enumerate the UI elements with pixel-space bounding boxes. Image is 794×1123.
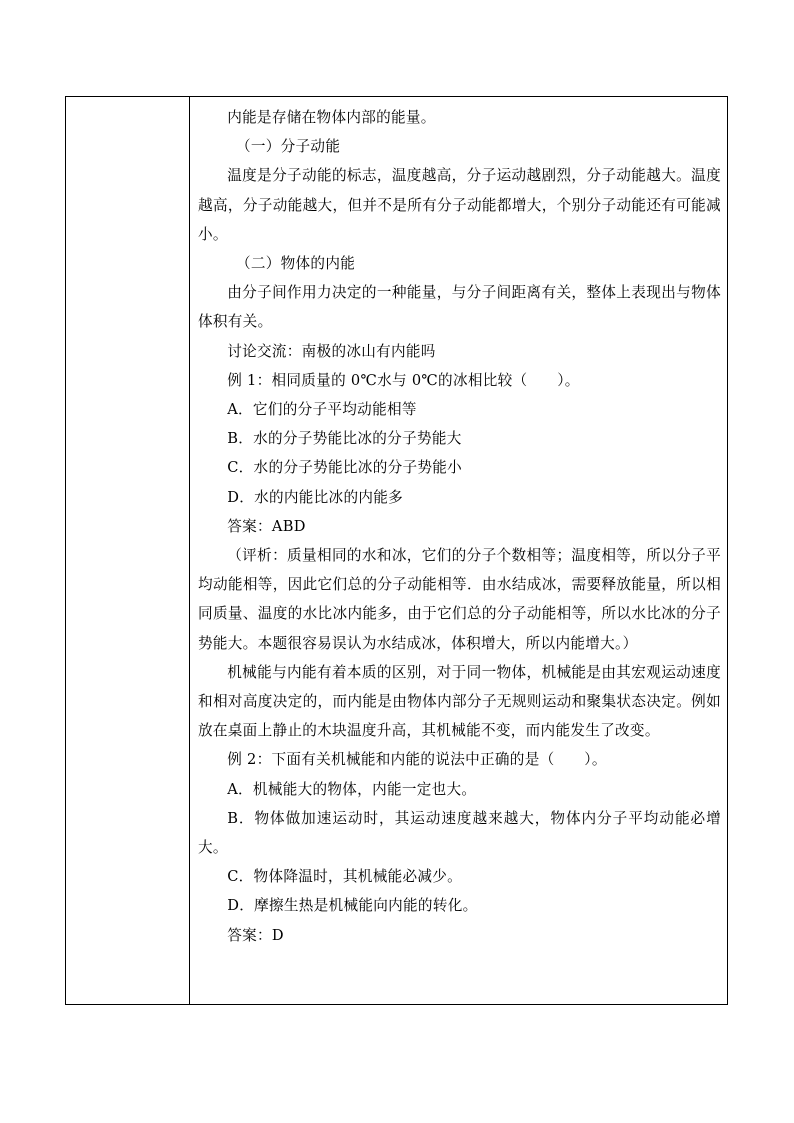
paragraph: 讨论交流：南极的冰山有内能吗 <box>227 342 436 360</box>
option-d: D．水的内能比冰的内能多 <box>227 488 404 506</box>
option-b: B．物体做加速运动时，其运动速度越来越大，物体内分子平均动能必增大。 <box>198 809 721 857</box>
example-question: 例 2：下面有关机械能和内能的说法中正确的是（ ）。 <box>227 751 607 769</box>
option-d: D．摩擦生热是机械能向内能的转化。 <box>227 897 478 915</box>
document-table <box>65 96 728 1005</box>
section-heading: （一）分子动能 <box>235 138 341 156</box>
table-right-cell <box>190 97 727 1004</box>
option-a: A．它们的分子平均动能相等 <box>227 401 417 419</box>
table-left-cell <box>66 97 190 1004</box>
option-b: B．水的分子势能比冰的分子势能大 <box>227 430 462 448</box>
paragraph: 温度是分子动能的标志，温度越高，分子运动越剧烈，分子动能越大。温度越高，分子动能越大，但并不是所有分子动能都增大，个别分子动能还有可能减小。 <box>198 167 721 243</box>
answer: 答案：D <box>227 926 284 944</box>
example-question: 例 1：相同质量的 0℃水与 0℃的冰相比较（ ）。 <box>227 371 580 389</box>
option-c: C．水的分子势能比冰的分子势能小 <box>227 459 463 477</box>
paragraph: 内能是存储在物体内部的能量。 <box>227 109 436 126</box>
option-c: C．物体降温时，其机械能必减少。 <box>227 868 463 886</box>
analysis: （评析：质量相同的水和冰，它们的分子个数相等；温度相等，所以分子平均动能相等，因此它们总的分子动能相等．由水结成冰，需要释放能量，所以相同质量、温度的水比冰内能多，由于它们总的分子动能相等，所以水比冰的分子势能大。本题很容易误认为水结成冰，体积增大，所以内能增大。） <box>198 547 721 652</box>
option-a: A．机械能大的物体，内能一定也大。 <box>227 780 477 798</box>
answer: 答案：ABD <box>227 517 306 535</box>
paragraph: 机械能与内能有着本质的区别，对于同一物体，机械能是由其宏观运动速度和相对高度决定的，而内能是由物体内部分子无规则运动和聚集状态决定。例如放在桌面上静止的木块温度升高，其机械能不变，而内能发生了改变。 <box>198 663 721 740</box>
paragraph: 由分子间作用力决定的一种能量，与分子间距离有关，整体上表现出与物体体积有关。 <box>198 284 721 331</box>
section-heading: （二）物体的内能 <box>235 255 356 273</box>
